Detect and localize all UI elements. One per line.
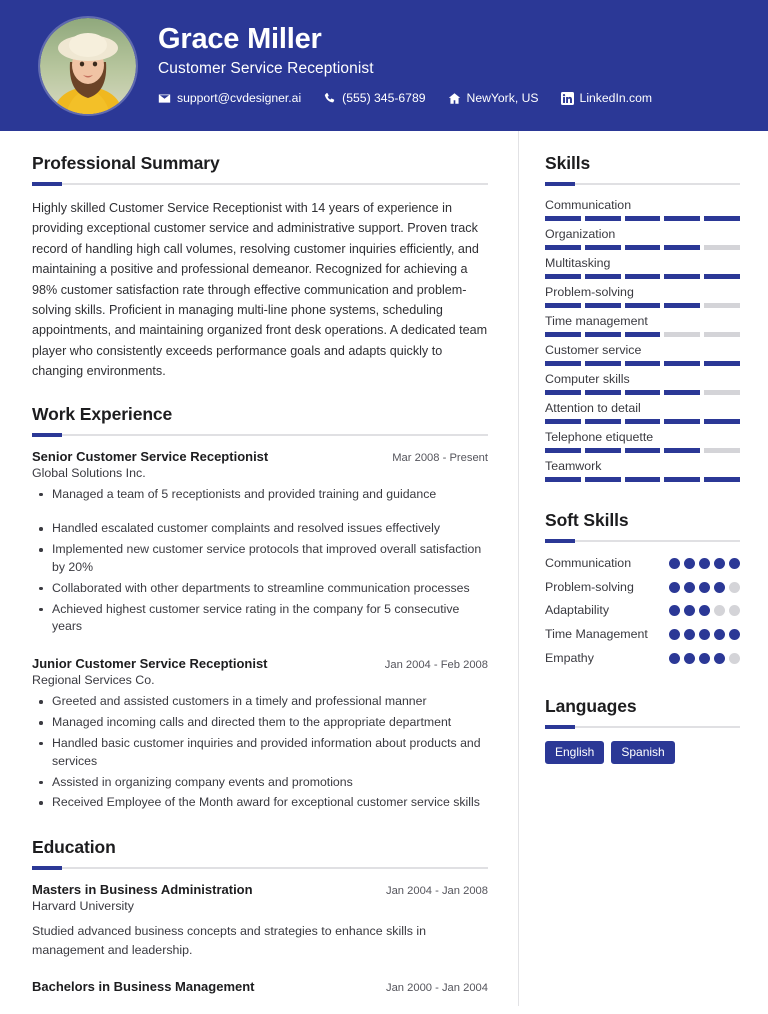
- skill-bar-segment: [664, 390, 700, 395]
- skill-label: Computer skills: [545, 372, 630, 386]
- job-bullet: Greeted and assisted customers in a timely and professional manner: [32, 693, 488, 711]
- job-bullet: Handled basic customer inquiries and provided information about products and services: [32, 735, 488, 771]
- skill-bar-segment: [545, 216, 581, 221]
- job-bullet-list: [32, 693, 488, 812]
- section-professional-summary: [32, 153, 488, 382]
- soft-skill-row: [545, 650, 740, 667]
- section-divider: [32, 867, 488, 869]
- skill-bar-segment: [664, 303, 700, 308]
- rating-dot: [699, 653, 710, 664]
- experience-entry: [32, 656, 488, 812]
- spacer: [32, 639, 488, 656]
- skill-row: [545, 314, 740, 337]
- contact-email-text: support@cvdesigner.ai: [177, 91, 302, 106]
- rating-dot: [669, 629, 680, 640]
- spacer: [32, 962, 488, 979]
- job-date: Mar 2008 - Present: [392, 451, 488, 464]
- soft-skill-row: [545, 579, 740, 596]
- degree-date: Jan 2004 - Jan 2008: [385, 885, 488, 898]
- skill-level-bar: [545, 448, 740, 453]
- main-column: [0, 131, 518, 1006]
- section-education: [32, 837, 488, 993]
- skill-bar-segment: [625, 361, 661, 366]
- skill-level-bar: [545, 361, 740, 366]
- education-entry-header: [32, 979, 488, 994]
- resume-body: [0, 131, 768, 1006]
- soft-skill-row: [545, 555, 740, 572]
- skill-bar-segment: [664, 216, 700, 221]
- soft-skill-rating: [669, 602, 740, 616]
- education-entry: [32, 979, 488, 994]
- skill-label: Customer service: [545, 343, 642, 357]
- rating-dot: [684, 629, 695, 640]
- rating-dot: [699, 605, 710, 616]
- rating-dot: [669, 582, 680, 593]
- skill-level-bar: [545, 419, 740, 424]
- rating-dot: [729, 653, 740, 664]
- job-bullet: Collaborated with other departments to streamline communication processes: [32, 580, 488, 598]
- section-divider: [32, 183, 488, 185]
- rating-dot: [714, 629, 725, 640]
- skill-label: Time management: [545, 314, 648, 328]
- skill-bar-segment: [545, 303, 581, 308]
- skill-bar-segment: [545, 390, 581, 395]
- skill-level-bar: [545, 245, 740, 250]
- skill-bar-segment: [585, 303, 621, 308]
- avatar: [40, 18, 136, 114]
- linkedin-icon: [561, 92, 574, 105]
- job-bullet: Assisted in organizing company events and promotions: [32, 774, 488, 792]
- skill-bar-segment: [704, 448, 740, 453]
- contact-email[interactable]: [158, 91, 301, 105]
- school-name: Harvard University: [32, 899, 134, 914]
- skill-row: [545, 430, 740, 453]
- section-title-summary: Professional Summary: [32, 153, 220, 173]
- envelope-icon: [158, 92, 171, 105]
- section-title-soft-skills: Soft Skills: [545, 510, 629, 530]
- skill-bar-segment: [704, 216, 740, 221]
- skill-bar-segment: [625, 332, 661, 337]
- skill-bar-segment: [664, 332, 700, 337]
- job-company: Regional Services Co.: [32, 673, 155, 688]
- section-soft-skills: [545, 510, 740, 667]
- rating-dot: [714, 605, 725, 616]
- soft-skill-rating: [669, 650, 740, 664]
- section-divider: [545, 183, 740, 185]
- skill-level-bar: [545, 332, 740, 337]
- soft-skill-rating: [669, 579, 740, 593]
- rating-dot: [669, 605, 680, 616]
- job-bullet: Handled escalated customer complaints and resolved issues effectively: [32, 520, 488, 538]
- section-title-languages: Languages: [545, 695, 637, 716]
- spacer: [545, 488, 740, 510]
- skill-row: [545, 459, 740, 482]
- rating-dot: [699, 558, 710, 569]
- rating-dot: [669, 653, 680, 664]
- skill-bar-segment: [585, 448, 621, 453]
- section-divider: [545, 726, 740, 728]
- soft-skill-rating: [669, 626, 740, 640]
- skill-bar-segment: [625, 448, 661, 453]
- job-bullet: Achieved highest customer service rating in the company for 5 consecutive years: [32, 601, 488, 637]
- rating-dot: [684, 582, 695, 593]
- skill-bar-segment: [585, 332, 621, 337]
- skill-bar-segment: [704, 419, 740, 424]
- job-date: Jan 2004 - Feb 2008: [384, 659, 488, 672]
- skill-row: [545, 256, 740, 279]
- home-icon: [448, 92, 461, 105]
- spacer: [32, 382, 488, 404]
- skill-bar-segment: [625, 216, 661, 221]
- skill-bar-segment: [585, 390, 621, 395]
- skill-bar-segment: [664, 361, 700, 366]
- soft-skills-list: [545, 555, 740, 667]
- skill-label: Multitasking: [545, 256, 611, 270]
- section-work-experience: [32, 404, 488, 813]
- soft-skill-label: Problem-solving: [545, 579, 634, 594]
- skill-row: [545, 198, 740, 221]
- job-bullet: Implemented new customer service protocols that improved overall satisfaction by 20%: [32, 541, 488, 577]
- skill-label: Problem-solving: [545, 285, 634, 299]
- soft-skill-row: [545, 626, 740, 643]
- skill-row: [545, 372, 740, 395]
- skill-bar-segment: [664, 419, 700, 424]
- job-title: Senior Customer Service Receptionist: [32, 448, 269, 464]
- skill-bar-segment: [545, 419, 581, 424]
- soft-skill-rating: [669, 555, 740, 569]
- section-title-experience: Work Experience: [32, 403, 173, 424]
- skill-label: Teamwork: [545, 459, 602, 473]
- sidebar-column: [518, 131, 768, 1006]
- experience-entry-header: [32, 656, 488, 671]
- contact-linkedin-text: LinkedIn.com: [579, 91, 653, 106]
- skill-bar-segment: [704, 361, 740, 366]
- phone-icon: [323, 92, 336, 105]
- contact-phone[interactable]: [323, 91, 425, 105]
- skill-bar-segment: [545, 332, 581, 337]
- contact-phone-text: (555) 345-6789: [342, 91, 426, 106]
- skill-bar-segment: [625, 477, 661, 482]
- skill-bar-segment: [625, 419, 661, 424]
- soft-skill-row: [545, 602, 740, 619]
- job-bullet-list: [32, 486, 488, 637]
- skill-bar-segment: [664, 477, 700, 482]
- contact-list: [158, 91, 652, 105]
- soft-skill-label: Empathy: [545, 650, 594, 665]
- spacer: [545, 674, 740, 696]
- skill-level-bar: [545, 274, 740, 279]
- rating-dot: [729, 558, 740, 569]
- skill-label: Telephone etiquette: [545, 430, 654, 444]
- degree-description: Studied advanced business concepts and strategies to enhance skills in management and leadership.: [32, 924, 426, 957]
- contact-linkedin[interactable]: [561, 91, 653, 105]
- skill-bar-segment: [704, 477, 740, 482]
- skill-bar-segment: [625, 245, 661, 250]
- rating-dot: [714, 558, 725, 569]
- skill-label: Communication: [545, 198, 632, 212]
- contact-location-text: NewYork, US: [466, 91, 539, 106]
- skill-bar-segment: [625, 390, 661, 395]
- contact-location: [448, 91, 539, 105]
- section-skills: [545, 153, 740, 482]
- skill-bar-segment: [585, 274, 621, 279]
- rating-dot: [729, 605, 740, 616]
- skill-label: Organization: [545, 227, 616, 241]
- skill-level-bar: [545, 390, 740, 395]
- candidate-name: Grace Miller: [158, 22, 322, 55]
- rating-dot: [699, 582, 710, 593]
- soft-skill-label: Adaptability: [545, 603, 610, 618]
- skill-bar-segment: [545, 448, 581, 453]
- skill-bar-segment: [664, 448, 700, 453]
- language-pill: English: [545, 741, 604, 764]
- skill-bar-segment: [585, 216, 621, 221]
- rating-dot: [714, 582, 725, 593]
- header-text-block: [158, 24, 652, 108]
- rating-dot: [729, 582, 740, 593]
- skill-bar-segment: [664, 245, 700, 250]
- skill-bar-segment: [585, 245, 621, 250]
- experience-entry: [32, 449, 488, 637]
- skill-label: Attention to detail: [545, 401, 641, 415]
- soft-skill-label: Communication: [545, 556, 632, 570]
- skill-bar-segment: [625, 274, 661, 279]
- skill-bar-segment: [704, 303, 740, 308]
- skill-bar-segment: [704, 274, 740, 279]
- profile-photo-image: [40, 18, 136, 114]
- skill-bar-segment: [625, 303, 661, 308]
- section-title-skills: Skills: [545, 153, 591, 173]
- rating-dot: [699, 629, 710, 640]
- languages-list: [545, 741, 740, 764]
- skill-bar-segment: [545, 361, 581, 366]
- rating-dot: [714, 653, 725, 664]
- education-entry-header: [32, 882, 488, 897]
- skill-level-bar: [545, 303, 740, 308]
- skill-row: [545, 401, 740, 424]
- skill-bar-segment: [704, 245, 740, 250]
- skill-bar-segment: [664, 274, 700, 279]
- resume-header: [0, 0, 768, 131]
- language-pill: Spanish: [611, 741, 674, 764]
- rating-dot: [729, 629, 740, 640]
- skill-bar-segment: [545, 245, 581, 250]
- rating-dot: [684, 558, 695, 569]
- skill-level-bar: [545, 477, 740, 482]
- section-languages: [545, 696, 740, 764]
- rating-dot: [669, 558, 680, 569]
- job-company: Global Solutions Inc.: [32, 465, 146, 480]
- rating-dot: [684, 653, 695, 664]
- rating-dot: [684, 605, 695, 616]
- experience-entry-header: [32, 449, 488, 464]
- spacer: [32, 815, 488, 837]
- skill-level-bar: [545, 216, 740, 221]
- education-entry: [32, 882, 488, 959]
- skill-bar-segment: [704, 332, 740, 337]
- section-title-education: Education: [32, 837, 116, 858]
- skill-bar-segment: [545, 477, 581, 482]
- job-bullet: Managed a team of 5 receptionists and provided training and guidance: [32, 486, 488, 504]
- degree-date: Jan 2000 - Jan 2004: [385, 981, 488, 994]
- skill-bar-segment: [704, 390, 740, 395]
- job-bullet: Managed incoming calls and directed them to the appropriate department: [32, 714, 488, 732]
- section-divider: [32, 434, 488, 436]
- summary-text: Highly skilled Customer Service Receptionist with 14 years of experience in providing exceptional customer service and administrative support. Proven track record of handling high call volumes, resolving customer inquiries efficiently, and maintaining a positive and professional demeanor. Recognized for achieving a 98% customer satisfaction rate through effective communication and problem-solving skills. Proficient in managing multi-line phone systems, scheduling appointments, and maintaining organized front desk operations. A dedicated team player who consistently exceeds performance goals and adapts quickly to changing environments.: [32, 201, 488, 379]
- skills-list: [545, 198, 740, 482]
- skill-row: [545, 285, 740, 308]
- skill-bar-segment: [585, 361, 621, 366]
- skill-row: [545, 227, 740, 250]
- section-divider: [545, 540, 740, 542]
- job-title: Junior Customer Service Receptionist: [32, 656, 268, 672]
- skill-bar-segment: [585, 477, 621, 482]
- candidate-role: Customer Service Receptionist: [158, 60, 374, 78]
- job-bullet: Received Employee of the Month award for exceptional customer service skills: [32, 794, 488, 812]
- skill-bar-segment: [585, 419, 621, 424]
- soft-skill-label: Time Management: [545, 627, 648, 642]
- degree-title: Masters in Business Administration: [32, 882, 253, 898]
- skill-row: [545, 343, 740, 366]
- skill-bar-segment: [545, 274, 581, 279]
- degree-title: Bachelors in Business Management: [32, 978, 255, 994]
